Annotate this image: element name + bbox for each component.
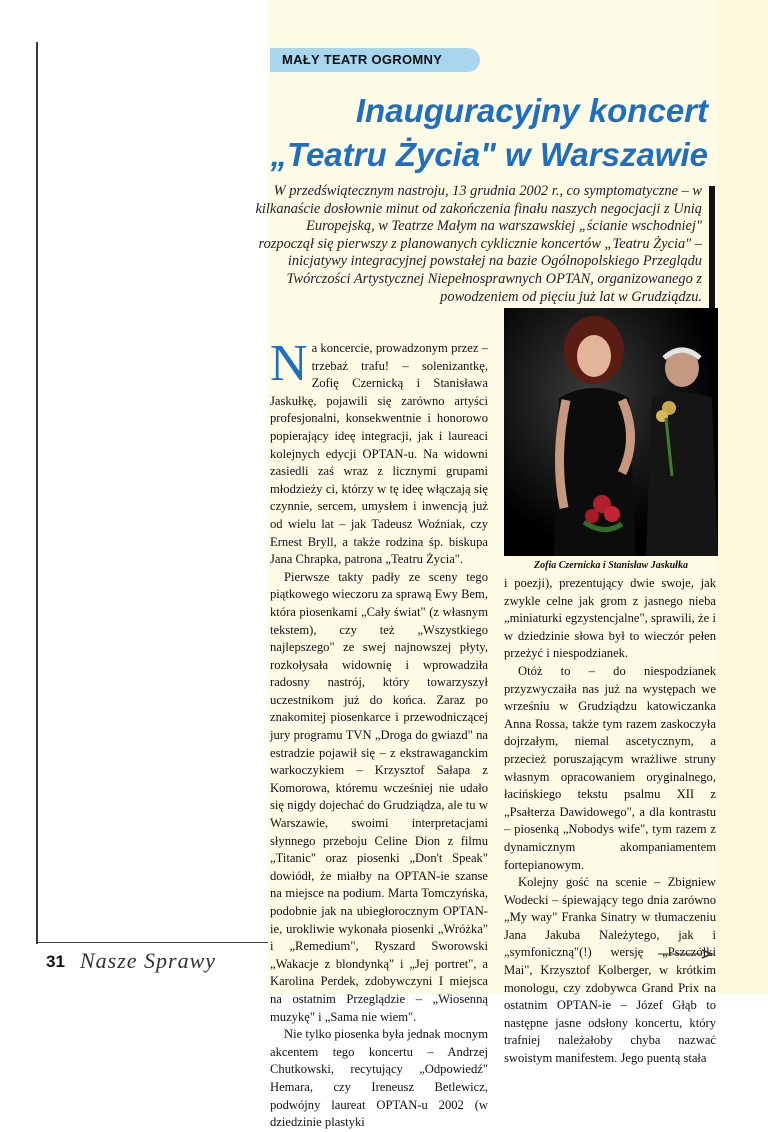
drop-cap: N <box>270 335 308 392</box>
left-margin <box>0 0 36 994</box>
page-number: 31 <box>46 952 65 971</box>
section-label: MAŁY TEATR OGROMNY <box>282 52 443 67</box>
magazine-logo: Nasze Sprawy <box>80 948 217 973</box>
paragraph: Kolejny gość na scenie – Zbigniew Wodecki – śpiewający tego dnia zarówno „My way" Franka Sinatry w tłumaczeniu Jana Jakuba Należytego, jak i „symfoniczną"(!) wersję „Pszczółki Mai", Krzysztof Kolberger, w krótkim monologu, czy zdobywca Grand Prix na ostatnim OPTAN-ie – Józef Głąb to następne jasne odsłony koncertu, który trafniej należałoby chyba nazwać swoistym manifestem. Jego puentą stała <box>504 875 716 1066</box>
continue-arrow-icon <box>658 948 716 960</box>
article-title-line1: Inauguracyjny koncert <box>355 92 708 129</box>
photo-caption: Zofia Czernicka i Stanisław Jaskułka <box>534 560 688 571</box>
article-lead: W przedświątecznym nastroju, 13 grudnia 2002 r., co symptomatyczne – w kilkanaście dosłownie minut od zakończenia finału naszych negocjacji z Unią Europejską, w Teatrze Małym na warszawskiej „ścianie wschodniej" rozpoczął się pierwszy z planowanych cyklicznie koncertów „Teatru Życia" – inicjatywy integracyjnej powstałej na bazie Ogólnopolskiego Przeglądu Twórczości Artystycznej Niepełnosprawnych OPTAN, organizowanego z powodzeniem od pięciu już lat w Grudziądzu. <box>255 183 702 305</box>
concert-photo <box>504 308 718 556</box>
footer-rule <box>36 942 268 943</box>
section-tab <box>270 48 480 72</box>
article-title-line2: „Teatru Życia" w Warszawie <box>270 136 708 173</box>
paragraph: a koncercie, prowadzonym przez – trzebaż trafu! – solenizantkę, Zofię Czernicką i Stanisława Jaskułkę, pojawili się zarówno artyści profesjonalni, konsekwentnie i honorowo popierający ideę integracji, jak i laureaci kolejnych edycji OPTAN-u. Na widowni zasiedli zaś wraz z licznymi grupami młodzieży ci, którzy w tę ideę włączają się czynnie, sercem, umysłem i inwencją już od wielu lat – jak Tadeusz Woźniak, czy Ernest Bryll, a także rodzina śp. biskupa Jana Chrapka, patrona „Teatru Życia". <box>270 341 488 567</box>
paragraph: i poezji), prezentujący dwie swoje, jak zwykle celne jak grom z jasnego nieba „miniaturki egzystencjalne", sprawili, że i w dziedzinie słowa był to wieczór pełen przeżyć i niespodzianek. <box>504 576 716 661</box>
margin-rule <box>36 42 38 944</box>
lead-bar <box>709 186 715 326</box>
paragraph: Pierwsze takty padły ze sceny tego piątkowego wieczoru za sprawą Ewy Bem, która piosenkami „Cały świat" (z własnym tekstem), czy też „Wszystkiego najlepszego" ze swej najnowszej płyty, rozkołysała widownię i wprowadziła radosny nastrój, który towarzyszył uczestnikom już do końca. Zaraz po znakomitej piosenkarce i przewodniczącej jury programu TVN „Droga do gwiazd" na estradzie pojawił się – z ekstrawaganckim warkoczykiem – Krzysztof Sałapa z Komorowa, któremu wcześniej nie udało się nigdy dojechać do Grudziądza, ale tu w Warszawie, swoimi interpretacjami słynnego przeboju Celine Dion z filmu „Titanic" oraz piosenki „Don't Speak" dowiódł, że miałby na OPTAN-ie szanse na miejsce na podium. Marta Tomczyńska, podobnie jak na ubiegłorocznym OPTAN-ie, urokliwie wykonała piosenki „Wróżka" i „Remedium", Ryszard Sworowski „Wakacje z blondynką" i „Jej portret", a Karolina Perdek, zdobywczyni I miejsca na ostatnim Przeglądzie – „Wiosenną muzykę" i „Sama nie wiem". <box>270 569 488 1024</box>
paragraph: Nie tylko piosenka była jednak mocnym akcentem tego koncertu – Andrzej Chutkowski, recytujący „Odpowiedź" Hemara, czy Ireneusz Betlewicz, podwójny laureat OPTAN-u 2002 (w dziedzinie plastyki <box>270 1027 488 1130</box>
paragraph: Otóż to – do niespodzianek przyzwyczaiła nas już na występach we wrześniu w Grudziądzu katowiczanka Anna Rossa, także tym razem zaskoczyła dojrzałym, niemal ascetycznym, a przecież poruszającym wrażliwe struny własnym opracowaniem oryginalnego, łacińskiego tekstu psalmu XII z „Psałterza Dawidowego", a dla kontrastu – piosenką „Nobodys wife", tym razem z dynamicznym akompaniamentem fortepianowym. <box>504 663 716 872</box>
right-margin <box>718 0 768 994</box>
article-column-left <box>270 335 488 1132</box>
